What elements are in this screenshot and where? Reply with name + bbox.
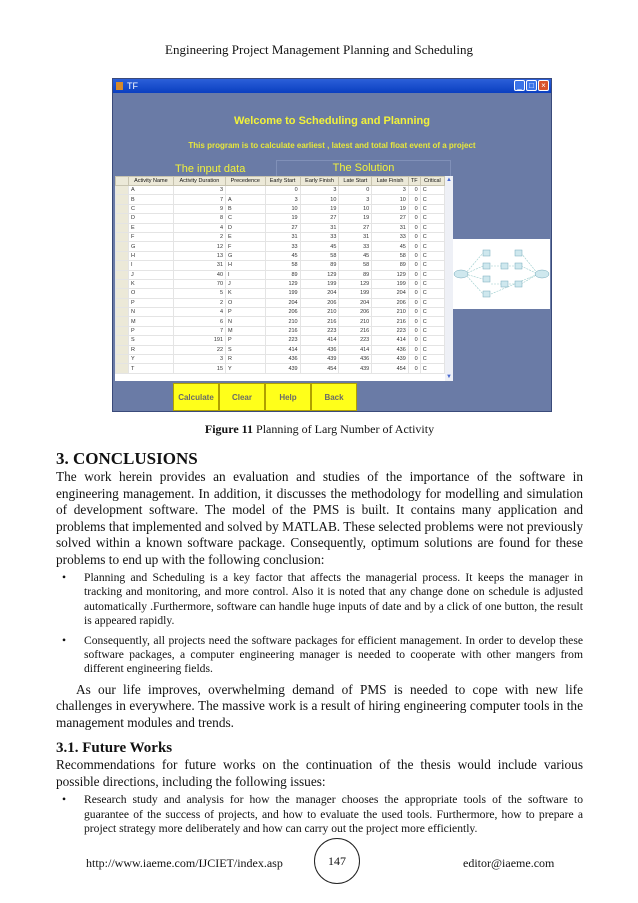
cell-early-finish[interactable]: 199 bbox=[300, 279, 339, 288]
row-header[interactable] bbox=[116, 345, 129, 354]
row-header[interactable] bbox=[116, 261, 129, 270]
cell-critical[interactable]: C bbox=[420, 364, 444, 373]
app-icon bbox=[116, 82, 123, 90]
cell-activity-name[interactable]: S bbox=[129, 336, 174, 345]
cell-late-start[interactable]: 31 bbox=[339, 232, 372, 241]
cell-tf[interactable]: 0 bbox=[408, 232, 420, 241]
column-header: Activity Duration bbox=[173, 177, 225, 186]
cell-duration[interactable]: 9 bbox=[173, 204, 225, 213]
row-header-corner bbox=[116, 177, 129, 186]
vertical-scrollbar[interactable] bbox=[445, 176, 453, 381]
cell-late-start[interactable]: 199 bbox=[339, 289, 372, 298]
column-header: Precedence bbox=[226, 177, 266, 186]
cell-early-start[interactable]: 89 bbox=[265, 270, 300, 279]
cell-late-start[interactable]: 27 bbox=[339, 223, 372, 232]
cell-early-finish[interactable]: 31 bbox=[300, 223, 339, 232]
clear-button[interactable]: Clear bbox=[219, 383, 265, 411]
table-row bbox=[116, 214, 445, 223]
cell-early-start[interactable]: 33 bbox=[265, 242, 300, 251]
cell-precedence[interactable]: H bbox=[226, 261, 266, 270]
table-row bbox=[116, 289, 445, 298]
conclusions-paragraph-2: As our life improves, overwhelming demand of PMS is needed to cope with new life challenges in everywhere. The massive work is a result of hiring engineering computer tools in the management modules and trends. bbox=[56, 681, 583, 730]
scroll-down-icon[interactable]: ▼ bbox=[446, 374, 452, 380]
cell-late-finish[interactable]: 3 bbox=[372, 186, 409, 195]
cell-early-finish[interactable]: 33 bbox=[300, 232, 339, 241]
cell-late-finish[interactable]: 89 bbox=[372, 261, 409, 270]
cell-early-finish[interactable]: 204 bbox=[300, 289, 339, 298]
cell-duration[interactable]: 6 bbox=[173, 317, 225, 326]
cell-duration[interactable]: 7 bbox=[173, 326, 225, 335]
cell-early-start[interactable]: 223 bbox=[265, 336, 300, 345]
cell-late-finish[interactable]: 436 bbox=[372, 345, 409, 354]
button-bar bbox=[173, 383, 357, 411]
column-header: Activity Name bbox=[129, 177, 174, 186]
cell-duration[interactable]: 13 bbox=[173, 251, 225, 260]
row-header[interactable] bbox=[116, 214, 129, 223]
cell-early-finish[interactable]: 129 bbox=[300, 270, 339, 279]
cell-precedence[interactable]: I bbox=[226, 270, 266, 279]
table-row bbox=[116, 204, 445, 213]
results-table bbox=[115, 176, 445, 381]
cell-precedence[interactable]: K bbox=[226, 289, 266, 298]
cell-early-start[interactable]: 58 bbox=[265, 261, 300, 270]
cell-late-start[interactable]: 19 bbox=[339, 214, 372, 223]
cell-late-finish[interactable]: 45 bbox=[372, 242, 409, 251]
cell-duration[interactable]: 4 bbox=[173, 223, 225, 232]
cell-early-finish[interactable]: 206 bbox=[300, 298, 339, 307]
cell-precedence[interactable]: B bbox=[226, 204, 266, 213]
cell-tf[interactable]: 0 bbox=[408, 317, 420, 326]
cell-early-start[interactable]: 129 bbox=[265, 279, 300, 288]
table-row bbox=[116, 326, 445, 335]
cell-late-finish[interactable]: 216 bbox=[372, 317, 409, 326]
cell-tf[interactable]: 0 bbox=[408, 186, 420, 195]
cell-tf[interactable]: 0 bbox=[408, 355, 420, 364]
cell-late-finish[interactable]: 454 bbox=[372, 364, 409, 373]
cell-early-start[interactable]: 439 bbox=[265, 364, 300, 373]
cell-duration[interactable]: 31 bbox=[173, 261, 225, 270]
cell-activity-name[interactable]: P bbox=[129, 326, 174, 335]
cell-early-finish[interactable]: 216 bbox=[300, 317, 339, 326]
table-row bbox=[116, 261, 445, 270]
cell-critical[interactable]: C bbox=[420, 355, 444, 364]
row-header[interactable] bbox=[116, 251, 129, 260]
welcome-title: Welcome to Scheduling and Planning bbox=[234, 115, 430, 127]
cell-late-start[interactable]: 210 bbox=[339, 317, 372, 326]
cell-late-finish[interactable]: 199 bbox=[372, 279, 409, 288]
cell-duration[interactable]: 3 bbox=[173, 186, 225, 195]
table-row bbox=[116, 336, 445, 345]
cell-early-start[interactable]: 0 bbox=[265, 186, 300, 195]
cell-late-finish[interactable]: 206 bbox=[372, 298, 409, 307]
cell-critical[interactable]: C bbox=[420, 336, 444, 345]
cell-late-finish[interactable]: 129 bbox=[372, 270, 409, 279]
cell-critical[interactable]: C bbox=[420, 298, 444, 307]
cell-critical[interactable]: C bbox=[420, 214, 444, 223]
cell-critical[interactable]: C bbox=[420, 317, 444, 326]
future-works-bullets bbox=[56, 793, 583, 836]
cell-duration[interactable]: 12 bbox=[173, 242, 225, 251]
row-header[interactable] bbox=[116, 242, 129, 251]
cell-late-start[interactable]: 45 bbox=[339, 251, 372, 260]
cell-activity-name[interactable]: T bbox=[129, 364, 174, 373]
cell-late-finish[interactable]: 10 bbox=[372, 195, 409, 204]
figure-caption-text: Planning of Larg Number of Activity bbox=[253, 422, 435, 436]
cell-early-finish[interactable]: 454 bbox=[300, 364, 339, 373]
cell-tf[interactable]: 0 bbox=[408, 223, 420, 232]
row-header[interactable] bbox=[116, 232, 129, 241]
column-header: Late Finish bbox=[372, 177, 409, 186]
cell-activity-name[interactable]: I bbox=[129, 261, 174, 270]
subtitle: This program is to calculate earliest , latest and total float event of a project bbox=[188, 141, 476, 150]
cell-activity-name[interactable]: D bbox=[129, 214, 174, 223]
cell-late-start[interactable]: 216 bbox=[339, 326, 372, 335]
cell-late-finish[interactable]: 439 bbox=[372, 355, 409, 364]
figure-caption bbox=[56, 422, 583, 437]
column-header: Critical bbox=[420, 177, 444, 186]
cell-early-finish[interactable]: 414 bbox=[300, 336, 339, 345]
help-button[interactable]: Help bbox=[265, 383, 311, 411]
cell-critical[interactable]: C bbox=[420, 308, 444, 317]
bullet-item: • Research study and analysis for how the manager chooses the appropriate tools of the software to guarantee of the success of projects, and how to evaluate the used tools. Furthermore, how to prepare a project strategy more deliberately and how can carry out the project more efficiently. bbox=[56, 793, 583, 836]
cell-activity-name[interactable]: M bbox=[129, 317, 174, 326]
cell-critical[interactable]: C bbox=[420, 242, 444, 251]
cell-activity-name[interactable]: H bbox=[129, 251, 174, 260]
cell-critical[interactable]: C bbox=[420, 204, 444, 213]
maximize-icon[interactable]: □ bbox=[526, 80, 537, 91]
row-header[interactable] bbox=[116, 298, 129, 307]
row-header[interactable] bbox=[116, 195, 129, 204]
cell-duration[interactable]: 8 bbox=[173, 214, 225, 223]
cell-early-start[interactable]: 414 bbox=[265, 345, 300, 354]
cell-precedence[interactable]: P bbox=[226, 336, 266, 345]
cell-late-finish[interactable]: 414 bbox=[372, 336, 409, 345]
cell-late-start[interactable]: 414 bbox=[339, 345, 372, 354]
row-header[interactable] bbox=[116, 279, 129, 288]
table-row bbox=[116, 242, 445, 251]
table-row bbox=[116, 223, 445, 232]
scroll-up-icon[interactable]: ▲ bbox=[446, 177, 452, 183]
cell-early-start[interactable]: 19 bbox=[265, 214, 300, 223]
cell-late-finish[interactable]: 33 bbox=[372, 232, 409, 241]
cell-activity-name[interactable]: P bbox=[129, 298, 174, 307]
cell-activity-name[interactable]: J bbox=[129, 270, 174, 279]
cell-late-start[interactable]: 223 bbox=[339, 336, 372, 345]
cell-activity-name[interactable]: K bbox=[129, 279, 174, 288]
cell-duration[interactable]: 2 bbox=[173, 232, 225, 241]
conclusions-paragraph-1: The work herein provides an evaluation and studies of the importance of the software in engineering management. In addition, it discusses the methodology for modelling and simulation of development software. The model of the PMS is built. It contains many application and problems that implemented and solved by MATLAB. These selected problems were not previously solved within a known software package. Consequently, optimum solutions are found for these problems to end up with the following conclusion: bbox=[56, 469, 583, 567]
cell-precedence[interactable]: S bbox=[226, 345, 266, 354]
table-row bbox=[116, 279, 445, 288]
title-bar bbox=[113, 79, 551, 93]
cell-early-start[interactable]: 216 bbox=[265, 326, 300, 335]
cell-activity-name[interactable]: A bbox=[129, 186, 174, 195]
column-header: TF bbox=[408, 177, 420, 186]
cell-critical[interactable]: C bbox=[420, 326, 444, 335]
cell-late-start[interactable]: 89 bbox=[339, 270, 372, 279]
cell-late-finish[interactable]: 31 bbox=[372, 223, 409, 232]
back-button[interactable]: Back bbox=[311, 383, 357, 411]
cell-duration[interactable]: 40 bbox=[173, 270, 225, 279]
cell-late-start[interactable]: 129 bbox=[339, 279, 372, 288]
cell-duration[interactable]: 70 bbox=[173, 279, 225, 288]
cell-early-start[interactable]: 204 bbox=[265, 298, 300, 307]
future-works-paragraph: Recommendations for future works on the continuation of the thesis would include various possible directions, including the following issues: bbox=[56, 757, 583, 789]
cell-tf[interactable]: 0 bbox=[408, 364, 420, 373]
bullet-item: • Consequently, all projects need the software packages for efficient management. In order to develop these software packages, a computer engineering manager is needed to cooperate with other mangers from different engineering fields. bbox=[56, 634, 583, 677]
cell-critical[interactable]: C bbox=[420, 270, 444, 279]
cell-tf[interactable]: 0 bbox=[408, 251, 420, 260]
table-row bbox=[116, 251, 445, 260]
row-header[interactable] bbox=[116, 289, 129, 298]
page-number: 147 bbox=[314, 838, 360, 884]
cell-tf[interactable]: 0 bbox=[408, 308, 420, 317]
body-text-column bbox=[56, 422, 583, 842]
cell-activity-name[interactable]: G bbox=[129, 242, 174, 251]
cell-early-start[interactable]: 27 bbox=[265, 223, 300, 232]
cell-late-start[interactable]: 0 bbox=[339, 186, 372, 195]
conclusions-heading: 3. CONCLUSIONS bbox=[56, 449, 198, 468]
table-row bbox=[116, 270, 445, 279]
cell-late-start[interactable]: 206 bbox=[339, 308, 372, 317]
cell-early-start[interactable]: 210 bbox=[265, 317, 300, 326]
page-footer bbox=[0, 850, 638, 898]
cell-critical[interactable]: C bbox=[420, 345, 444, 354]
cell-early-start[interactable]: 45 bbox=[265, 251, 300, 260]
column-header: Early Finish bbox=[300, 177, 339, 186]
table-row bbox=[116, 195, 445, 204]
cell-early-finish[interactable]: 223 bbox=[300, 326, 339, 335]
cell-tf[interactable]: 0 bbox=[408, 345, 420, 354]
cell-tf[interactable]: 0 bbox=[408, 326, 420, 335]
cell-early-finish[interactable]: 27 bbox=[300, 214, 339, 223]
cell-precedence[interactable]: G bbox=[226, 251, 266, 260]
cell-duration[interactable]: 5 bbox=[173, 289, 225, 298]
cell-critical[interactable]: C bbox=[420, 223, 444, 232]
table-row bbox=[116, 364, 445, 373]
cell-precedence[interactable]: M bbox=[226, 326, 266, 335]
cell-activity-name[interactable]: O bbox=[129, 289, 174, 298]
cell-duration[interactable]: 22 bbox=[173, 345, 225, 354]
cell-critical[interactable]: C bbox=[420, 289, 444, 298]
cell-tf[interactable]: 0 bbox=[408, 195, 420, 204]
cell-duration[interactable]: 15 bbox=[173, 364, 225, 373]
row-header[interactable] bbox=[116, 355, 129, 364]
table-row bbox=[116, 298, 445, 307]
cell-late-start[interactable]: 204 bbox=[339, 298, 372, 307]
cell-tf[interactable]: 0 bbox=[408, 279, 420, 288]
cell-late-finish[interactable]: 27 bbox=[372, 214, 409, 223]
cell-critical[interactable]: C bbox=[420, 279, 444, 288]
cell-tf[interactable]: 0 bbox=[408, 261, 420, 270]
close-icon[interactable]: × bbox=[538, 80, 549, 91]
column-header: Late Start bbox=[339, 177, 372, 186]
app-window-screenshot bbox=[112, 78, 552, 412]
table-row bbox=[116, 232, 445, 241]
cell-duration[interactable]: 191 bbox=[173, 336, 225, 345]
table-row bbox=[116, 308, 445, 317]
cell-tf[interactable]: 0 bbox=[408, 242, 420, 251]
cell-early-finish[interactable]: 58 bbox=[300, 251, 339, 260]
cell-early-finish[interactable]: 45 bbox=[300, 242, 339, 251]
cell-tf[interactable]: 0 bbox=[408, 204, 420, 213]
cell-precedence[interactable]: A bbox=[226, 195, 266, 204]
cell-precedence[interactable]: E bbox=[226, 232, 266, 241]
column-header: Early Start bbox=[265, 177, 300, 186]
row-header[interactable] bbox=[116, 204, 129, 213]
cell-critical[interactable]: C bbox=[420, 251, 444, 260]
running-header: Engineering Project Management Planning and Scheduling bbox=[165, 42, 473, 57]
cell-late-start[interactable]: 33 bbox=[339, 242, 372, 251]
cell-duration[interactable]: 4 bbox=[173, 308, 225, 317]
cell-activity-name[interactable]: C bbox=[129, 204, 174, 213]
conclusions-bullets bbox=[56, 571, 583, 677]
network-diagram bbox=[453, 239, 550, 309]
cell-late-finish[interactable]: 58 bbox=[372, 251, 409, 260]
cell-late-start[interactable]: 3 bbox=[339, 195, 372, 204]
cell-late-start[interactable]: 58 bbox=[339, 261, 372, 270]
row-header[interactable] bbox=[116, 186, 129, 195]
cell-precedence[interactable]: J bbox=[226, 279, 266, 288]
cell-early-start[interactable]: 199 bbox=[265, 289, 300, 298]
table-row bbox=[116, 317, 445, 326]
figure-label: Figure 11 bbox=[204, 422, 254, 436]
cell-early-finish[interactable]: 19 bbox=[300, 204, 339, 213]
cell-early-finish[interactable]: 3 bbox=[300, 186, 339, 195]
cell-late-finish[interactable]: 223 bbox=[372, 326, 409, 335]
cell-activity-name[interactable]: B bbox=[129, 195, 174, 204]
input-data-label: The input data bbox=[175, 163, 246, 175]
cell-duration[interactable]: 7 bbox=[173, 195, 225, 204]
row-header[interactable] bbox=[116, 364, 129, 373]
row-header[interactable] bbox=[116, 270, 129, 279]
row-header[interactable] bbox=[116, 223, 129, 232]
cell-critical[interactable]: C bbox=[420, 186, 444, 195]
cell-early-finish[interactable]: 210 bbox=[300, 308, 339, 317]
cell-duration[interactable]: 3 bbox=[173, 355, 225, 364]
cell-tf[interactable]: 0 bbox=[408, 336, 420, 345]
cell-critical[interactable]: C bbox=[420, 195, 444, 204]
cell-early-start[interactable]: 3 bbox=[265, 195, 300, 204]
cell-activity-name[interactable]: E bbox=[129, 223, 174, 232]
cell-activity-name[interactable]: R bbox=[129, 345, 174, 354]
cell-early-finish[interactable]: 439 bbox=[300, 355, 339, 364]
minimize-icon[interactable]: _ bbox=[514, 80, 525, 91]
calculate-button[interactable]: Calculate bbox=[173, 383, 219, 411]
cell-critical[interactable]: C bbox=[420, 232, 444, 241]
cell-early-start[interactable]: 31 bbox=[265, 232, 300, 241]
cell-precedence[interactable]: R bbox=[226, 355, 266, 364]
table-row bbox=[116, 345, 445, 354]
row-header[interactable] bbox=[116, 326, 129, 335]
row-header[interactable] bbox=[116, 336, 129, 345]
cell-precedence[interactable] bbox=[226, 186, 266, 195]
cell-late-start[interactable]: 10 bbox=[339, 204, 372, 213]
cell-late-finish[interactable]: 19 bbox=[372, 204, 409, 213]
cell-duration[interactable]: 2 bbox=[173, 298, 225, 307]
cell-activity-name[interactable]: F bbox=[129, 232, 174, 241]
cell-early-start[interactable]: 436 bbox=[265, 355, 300, 364]
cell-activity-name[interactable]: N bbox=[129, 308, 174, 317]
cell-precedence[interactable]: C bbox=[226, 214, 266, 223]
cell-early-start[interactable]: 10 bbox=[265, 204, 300, 213]
cell-precedence[interactable]: Y bbox=[226, 364, 266, 373]
footer-url[interactable]: http://www.iaeme.com/IJCIET/index.asp bbox=[86, 856, 283, 870]
cell-tf[interactable]: 0 bbox=[408, 214, 420, 223]
cell-late-start[interactable]: 436 bbox=[339, 355, 372, 364]
cell-precedence[interactable]: N bbox=[226, 317, 266, 326]
cell-early-finish[interactable]: 436 bbox=[300, 345, 339, 354]
cell-critical[interactable]: C bbox=[420, 261, 444, 270]
row-header[interactable] bbox=[116, 308, 129, 317]
cell-precedence[interactable]: F bbox=[226, 242, 266, 251]
solution-label: The Solution bbox=[276, 160, 451, 177]
window-title: TF bbox=[127, 81, 138, 91]
cell-early-finish[interactable]: 10 bbox=[300, 195, 339, 204]
cell-activity-name[interactable]: Y bbox=[129, 355, 174, 364]
cell-early-finish[interactable]: 89 bbox=[300, 261, 339, 270]
cell-tf[interactable]: 0 bbox=[408, 270, 420, 279]
cell-precedence[interactable]: D bbox=[226, 223, 266, 232]
bullet-item: • Planning and Scheduling is a key factor that affects the managerial process. It keeps the manager in tracking and monitoring, and more control. Also it is noted that any change done on schedule is adjusted automatically .Furthermore, software can handle huge inputs of date and by a click of one button, the result is appeared rapidly. bbox=[56, 571, 583, 629]
cell-precedence[interactable]: O bbox=[226, 298, 266, 307]
row-header[interactable] bbox=[116, 317, 129, 326]
cell-tf[interactable]: 0 bbox=[408, 289, 420, 298]
cell-tf[interactable]: 0 bbox=[408, 298, 420, 307]
cell-early-start[interactable]: 206 bbox=[265, 308, 300, 317]
table-row bbox=[116, 186, 445, 195]
cell-late-finish[interactable]: 204 bbox=[372, 289, 409, 298]
cell-late-finish[interactable]: 210 bbox=[372, 308, 409, 317]
cell-late-start[interactable]: 439 bbox=[339, 364, 372, 373]
future-works-heading: 3.1. Future Works bbox=[56, 740, 173, 757]
footer-email[interactable]: editor@iaeme.com bbox=[463, 856, 555, 870]
table-row bbox=[116, 355, 445, 364]
cell-precedence[interactable]: P bbox=[226, 308, 266, 317]
